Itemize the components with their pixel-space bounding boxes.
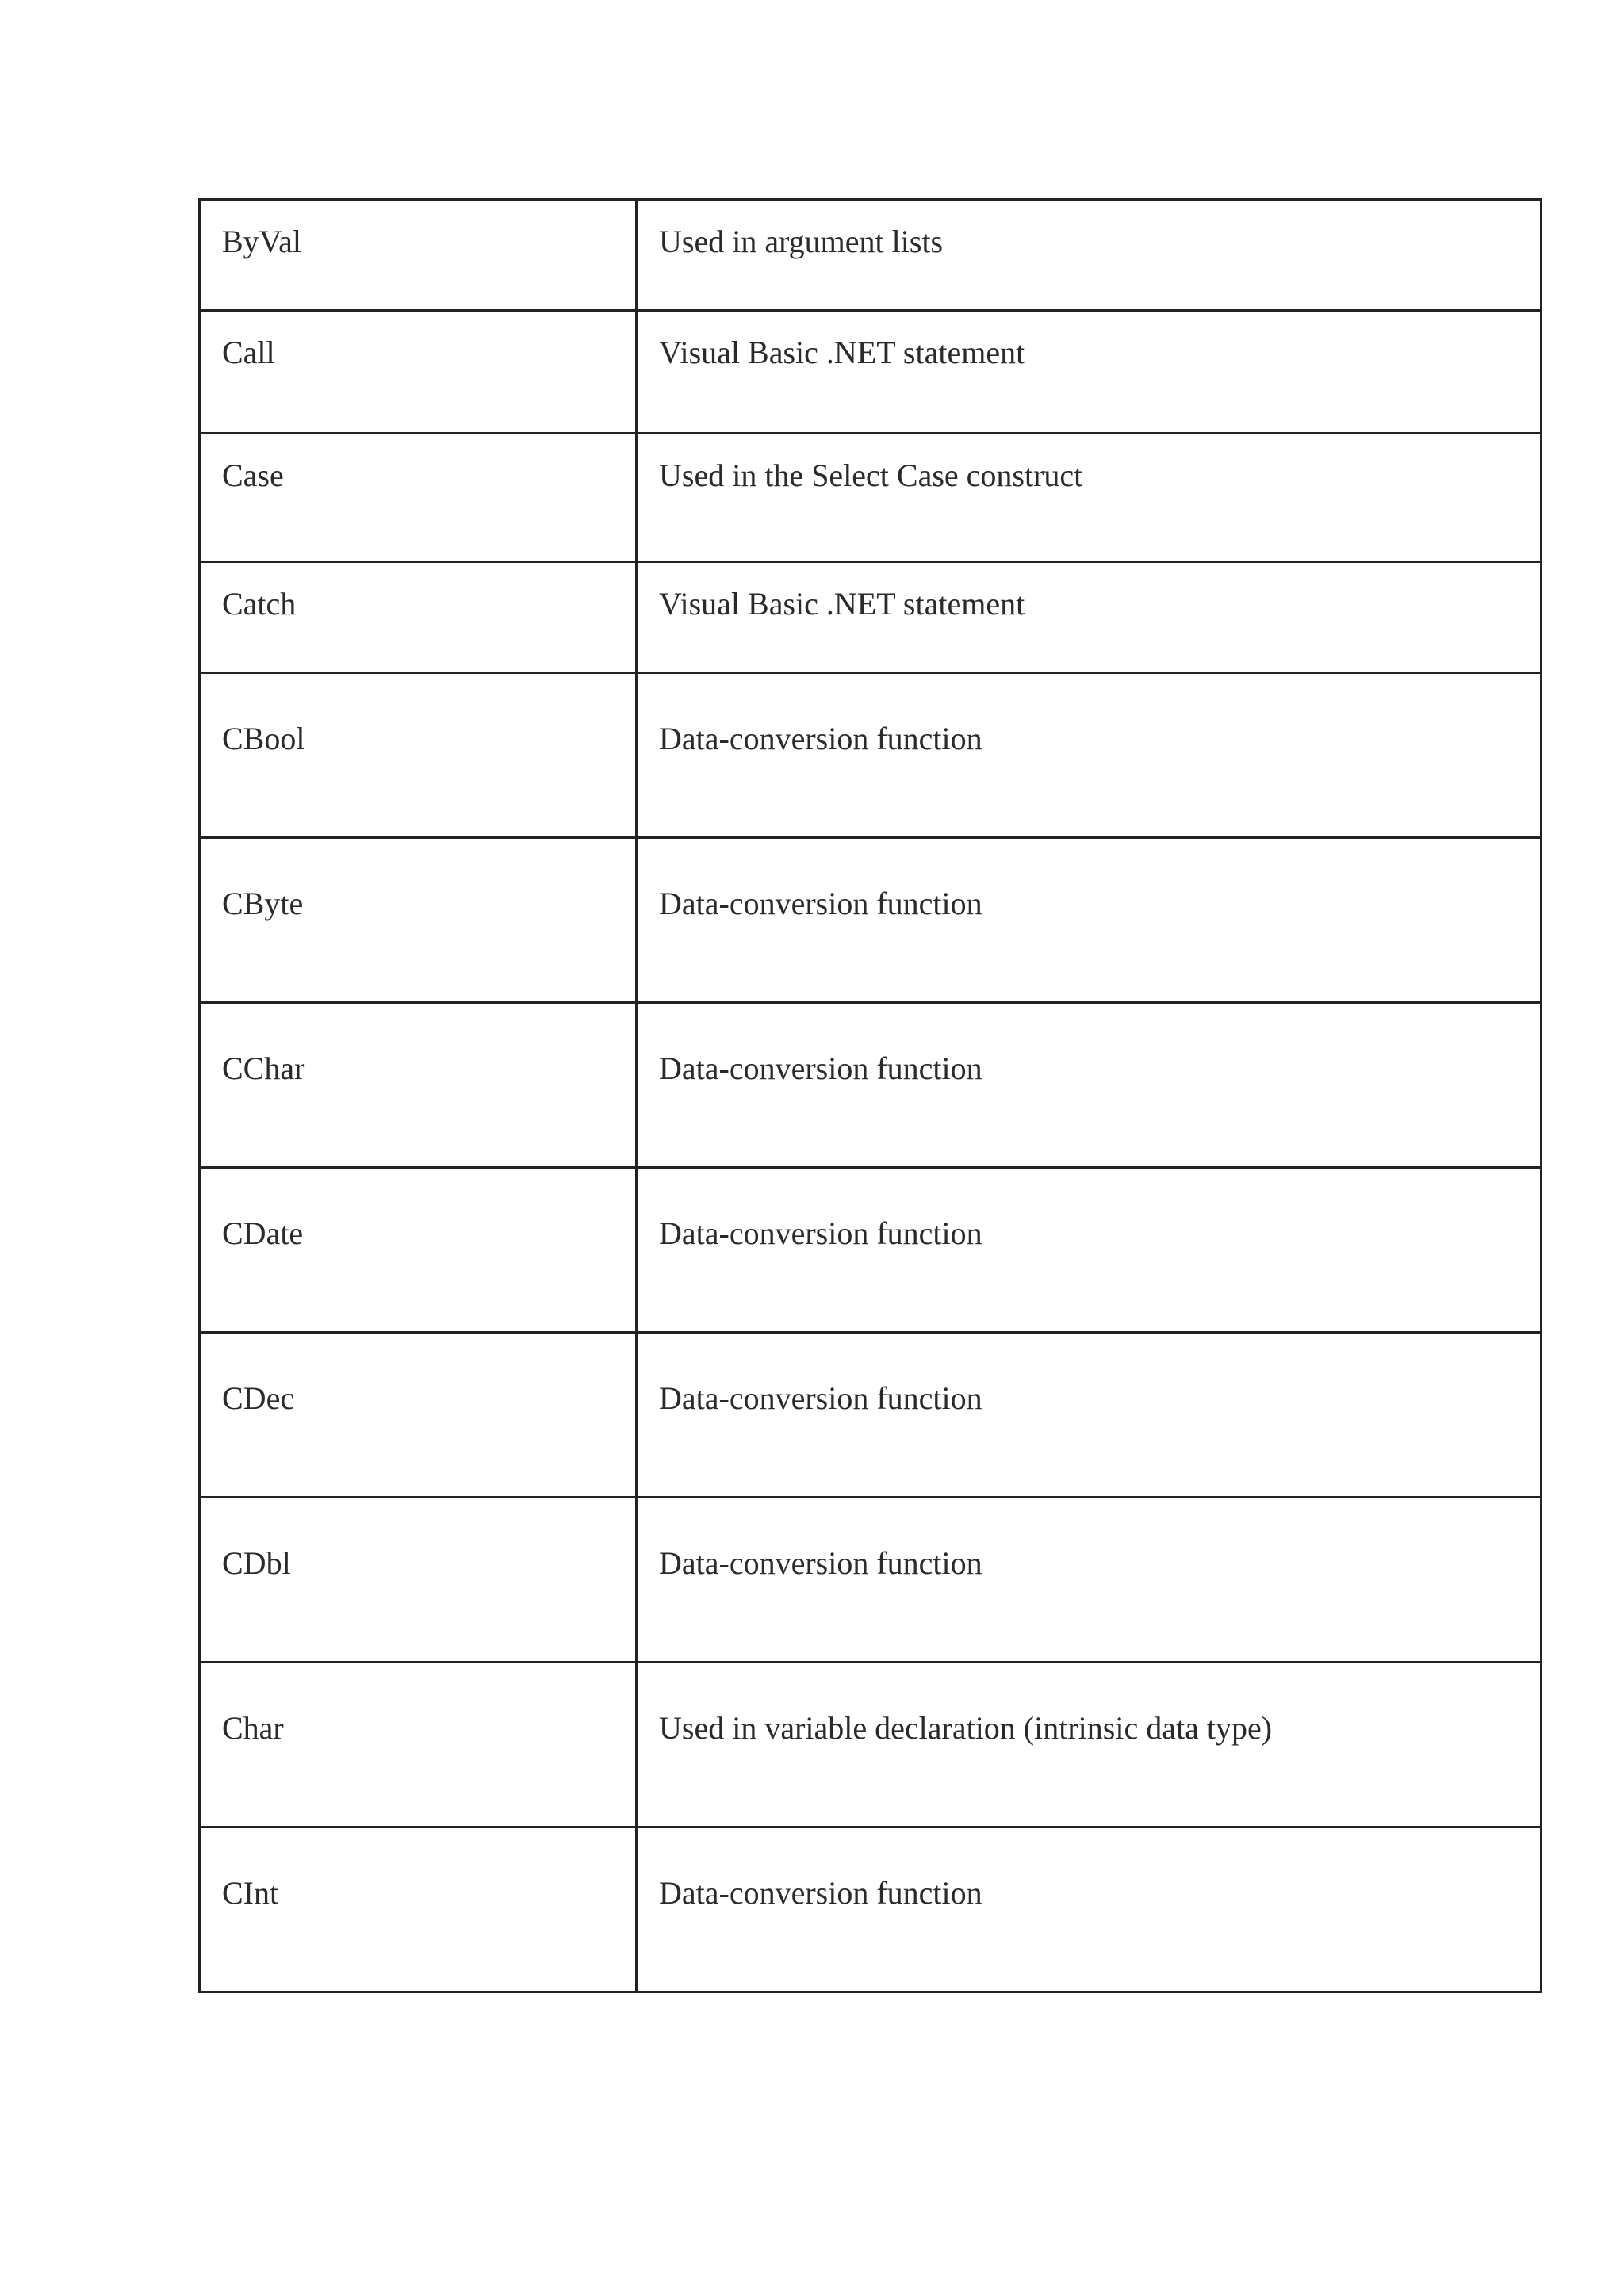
keyword-table [198,198,1542,1993]
keyword-cell: CInt [200,1827,637,1992]
description-cell: Visual Basic .NET statement [637,562,1542,673]
keyword-cell: CByte [200,838,637,1003]
table-row [200,1663,1542,1827]
table-row [200,838,1542,1003]
description-cell: Data-conversion function [637,1827,1542,1992]
description-cell: Data-conversion function [637,1168,1542,1333]
table-row [200,673,1542,838]
description-cell: Used in variable declaration (intrinsic data type) [637,1663,1542,1827]
keyword-cell: CDate [200,1168,637,1333]
keyword-cell: CBool [200,673,637,838]
description-cell: Data-conversion function [637,1498,1542,1663]
keyword-cell: Call [200,311,637,434]
keyword-cell: CDbl [200,1498,637,1663]
table-row [200,1498,1542,1663]
description-cell: Data-conversion function [637,1003,1542,1168]
keyword-cell: Case [200,434,637,562]
description-cell: Used in argument lists [637,200,1542,311]
table-row [200,562,1542,673]
keyword-cell: ByVal [200,200,637,311]
table-row [200,434,1542,562]
table-row [200,200,1542,311]
table-row [200,311,1542,434]
description-cell: Visual Basic .NET statement [637,311,1542,434]
description-cell: Used in the Select Case construct [637,434,1542,562]
description-cell: Data-conversion function [637,1333,1542,1498]
keyword-cell: Catch [200,562,637,673]
description-cell: Data-conversion function [637,838,1542,1003]
table-row [200,1333,1542,1498]
description-cell: Data-conversion function [637,673,1542,838]
keyword-cell: CChar [200,1003,637,1168]
keyword-cell: CDec [200,1333,637,1498]
table-row [200,1003,1542,1168]
table-row [200,1827,1542,1992]
keyword-cell: Char [200,1663,637,1827]
table-row [200,1168,1542,1333]
